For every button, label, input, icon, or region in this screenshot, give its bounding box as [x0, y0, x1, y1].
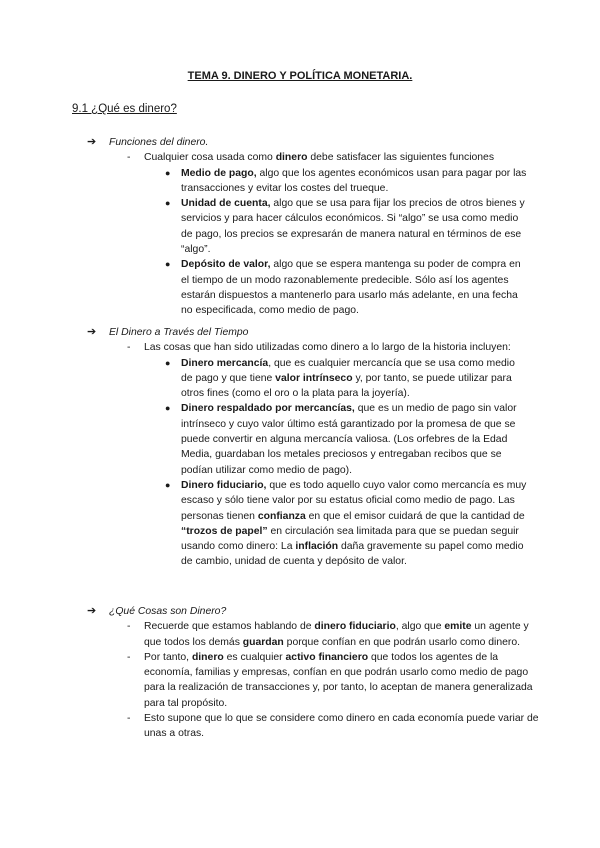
section-heading: Funciones del dinero. [109, 137, 209, 148]
bold-term: “trozos de papel” [181, 525, 268, 537]
bullet-icon: ● [165, 403, 171, 414]
arrow-icon: ➔ [87, 136, 97, 148]
bold-term: dinero fiduciario [314, 621, 396, 633]
section-heading-row [0, 604, 600, 619]
bullet-item: ● Medio de pago, algo que los agentes económicos usan para pagar por las transacciones y evitar los costes del trueque. [165, 167, 527, 194]
section-que-cosas [0, 604, 600, 742]
dash-item: - Recuerde que estamos hablando de dinero fiduciario, algo que emite un agente y que todos los demás guardan porque confían en que podrán usarlo como dinero. [127, 621, 529, 648]
bold-term: Depósito de valor, [181, 259, 271, 271]
bold-term: Unidad de cuenta, [181, 198, 271, 210]
bold-term: emite [444, 621, 472, 633]
bold-term: dinero [191, 651, 224, 663]
bullet-item: ● Depósito de valor, algo que se espera mantenga su poder de compra en el tiempo de un modo razonablemente predecible. Sólo así los agentes estarán dispuestos a mantenerlo para usarlo más adelante, en una fecha no especificada, como medio de pago. [165, 259, 521, 317]
section-heading: El Dinero a Través del Tiempo [109, 327, 249, 338]
bold-term: activo financiero [285, 651, 369, 663]
section-dinero-tiempo [0, 325, 600, 570]
bold-term: Dinero mercancía [181, 357, 269, 369]
section-heading-row [0, 135, 600, 150]
dash-marker: - [127, 152, 131, 164]
dash-item: - Por tanto, dinero es cualquier activo financiero que todos los agentes de la economía, familias y empresas, confían en que podrán usarlo como medio de pago para la realización de transacciones y, por tanto, lo aceptan de manera generalizada para tal propósito. [127, 651, 533, 709]
bullet-icon: ● [165, 357, 171, 368]
page-title: TEMA 9. DINERO Y POLÍTICA MONETARIA. [187, 70, 413, 82]
section-subtitle: 9.1 ¿Qué es dinero? [72, 103, 177, 115]
bold-term: valor intrínseco [275, 372, 353, 384]
bullet-item: ● Dinero mercancía, que es cualquier mercancía que se usa como medio de pago y que tiene valor intrínseco y, por tanto, se puede utilizar para otros fines (como el oro o la plata para la joyería). [165, 357, 515, 400]
bold-term: dinero [275, 152, 308, 164]
arrow-icon: ➔ [87, 605, 97, 617]
bold-term: Medio de pago, [181, 167, 257, 179]
dash-marker: - [127, 713, 131, 725]
section-heading: ¿Qué Cosas son Dinero? [109, 606, 227, 617]
bullet-icon: ● [165, 198, 171, 209]
bold-term: guardan [242, 636, 284, 648]
bold-term: confianza [257, 510, 306, 522]
bullet-icon: ● [165, 479, 171, 490]
dash-item: - Esto supone que lo que se considere como dinero en cada economía puede variar de unas a otras. [127, 713, 539, 740]
dash-marker: - [127, 342, 131, 354]
dash-item: - Cualquier cosa usada como dinero debe satisfacer las siguientes funciones [0, 150, 600, 165]
dash-marker: - [127, 651, 131, 663]
bullet-item: ● Dinero respaldado por mercancías, que es un medio de pago sin valor intrínseco y cuyo valor último está garantizado por la promesa de que se puede convertir en alguna mercancía valiosa. (Los orfebres de la Edad Media, guardaban los metales preciosos y entregaban recibos que se podían utilizar como medio de pago). [165, 403, 517, 476]
arrow-icon: ➔ [87, 326, 97, 338]
bullet-item: ● Unidad de cuenta, algo que se usa para fijar los precios de otros bienes y servicios y para hacer cálculos económicos. Si “algo” se usa como medio de pago, los precios se expresarán de manera natural en términos de ese “algo”. [165, 198, 525, 256]
bold-term: Dinero fiduciario, [181, 479, 267, 491]
section-funciones [0, 135, 600, 319]
bold-term: inflación [295, 541, 339, 553]
dash-marker: - [127, 621, 131, 633]
bullet-icon: ● [165, 259, 171, 270]
section-heading-row [0, 325, 600, 340]
bold-term: Dinero respaldado por mercancías, [181, 403, 355, 415]
bullet-item: ● Dinero fiduciario, que es todo aquello cuyo valor como mercancía es muy escaso y sólo tiene valor por su estatus oficial como medio de pago. Las personas tienen confianza en que el emisor cuidará de que la cantidad de “trozos de papel” en circulación sea limitada para que se puedan seguir usando como dinero: La inflación daña gravemente su papel como medio de cambio, unidad de cuenta y depósito de valor. [165, 479, 527, 568]
bullet-icon: ● [165, 167, 171, 178]
dash-item: - Las cosas que han sido utilizadas como dinero a lo largo de la historia incluyen: [0, 340, 600, 355]
